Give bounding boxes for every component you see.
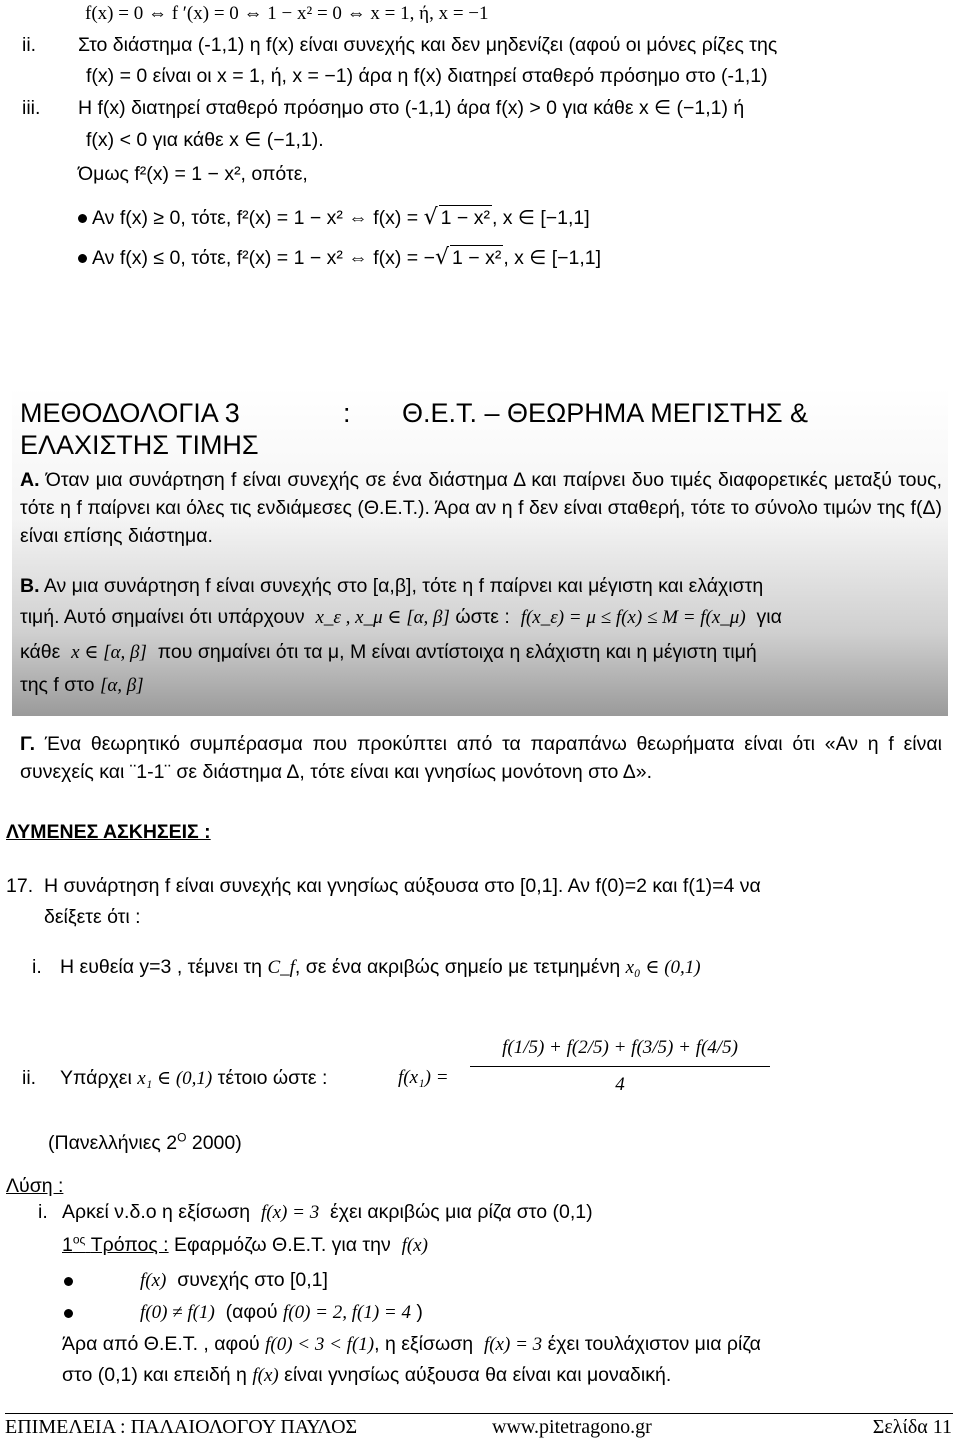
- footer-rule: [5, 1413, 953, 1414]
- question-i-label: i.: [32, 956, 42, 978]
- exercise-source: (Πανελλήνιες $2^O$ 2000): [48, 1130, 242, 1154]
- question-ii-label: ii.: [22, 1067, 37, 1089]
- method-paragraph-g: Γ. Ένα θεωρητικό συμπέρασμα που προκύπτει από τα παραπάνω θεωρήματα είναι ότι «Αν η f είναι συνεχείς και ¨1-1¨ σε διάστημα Δ, τότε είναι και γνησίως μονότονη στο Δ».: [20, 733, 942, 783]
- footer-website: www.pitetragono.gr: [492, 1416, 652, 1438]
- solution-heading: Λύση :: [6, 1175, 64, 1197]
- method-paragraph-b-line3: κάθε x ∈ [α, β] που σημαίνει ότι τα μ, Μ είναι αντίστοιχα η ελάχιστη και η μέγιστη τιμή: [20, 641, 757, 663]
- item-ii-line1: Στο διάστημα (-1,1) η f(x) είναι συνεχής και δεν μηδενίζει (αφού οι μόνες ρίζες της: [78, 34, 778, 56]
- question-i-text: Η ευθεία y=3 , τέμνει τη C_f, σε ένα ακριβώς σημείο με τετμημένη x₀ ∈ (0,1): [60, 956, 701, 978]
- fraction-denominator: 4: [615, 1074, 625, 1095]
- item-iii-line2: f(x) < 0 για κάθε x ∈ (−1,1).: [86, 129, 324, 151]
- equation-line-roots: f(x) = 0 ⇔ f ′(x) = 0 ⇔ 1 − x² = 0 ⇔ x = 1, ή, x = −1: [85, 3, 489, 24]
- exercise-line1: Η συνάρτηση f είναι συνεχής και γνησίως αύξουσα στο [0,1]. Αν f(0)=2 και f(1)=4 να: [44, 875, 761, 897]
- solution-method-line: $1^{o\varsigma}$ Τρόπος : Εφαρμόζω Θ.Ε.Τ. για την f(x): [62, 1232, 428, 1256]
- method-title-colon: :: [343, 398, 351, 428]
- omos-line: Όμως f²(x) = 1 − x², οπότε,: [78, 163, 308, 185]
- method-paragraph-b-line4: της f στο [α, β]: [20, 674, 144, 696]
- method-title-right: Θ.Ε.Τ. – ΘΕΩΡΗΜΑ ΜΕΓΙΣΤΗΣ &: [402, 398, 809, 428]
- item-ii-label: ii.: [22, 34, 37, 56]
- method-paragraph-b-line2: τιμή. Αυτό σημαίνει ότι υπάρχουν x_ε , x_μ ∈ [α, β] ώστε : f(x_ε) = μ ≤ f(x) ≤ M = f(x_μ) για: [20, 606, 782, 628]
- item-iii-line1: Η f(x) διατηρεί σταθερό πρόσημο στο (-1,1) άρα f(x) > 0 για κάθε x ∈ (−1,1) ή: [78, 97, 745, 119]
- method-paragraph-b-line1: Β. Αν μια συνάρτηση f είναι συνεχής στο [α,β], τότε η f παίρνει και μέγιστη και ελάχιστη: [20, 575, 764, 597]
- solution-i-label: i.: [38, 1201, 48, 1223]
- solution-conclusion-line2: στο (0,1) και επειδή η f(x) είναι γνησίως αύξουσα θα είναι και μοναδική.: [62, 1364, 672, 1386]
- exercise-number: 17.: [6, 875, 34, 897]
- solution-bullet-continuity: f(x) συνεχής στο [0,1]: [140, 1269, 328, 1291]
- solution-bullet-values: f(0) ≠ f(1) (αφού f(0) = 2, f(1) = 4 ): [140, 1301, 423, 1323]
- case-negative: Αν f(x) ≤ 0, τότε, f²(x) = 1 − x² ⇔ f(x) = −√ 1 − x² , x ∈ [−1,1]: [92, 245, 602, 270]
- footer-page-number: Σελίδα 11: [872, 1416, 952, 1438]
- bullet-icon: [78, 214, 87, 223]
- bullet-icon: [64, 1277, 73, 1286]
- question-ii-fraction: [470, 1030, 770, 1103]
- method-title-left: ΜΕΘΟΔΟΛΟΓΙΑ 3: [20, 398, 240, 428]
- footer-author: ΕΠΙΜΕΛΕΙΑ : ΠΑΛΑΙΟΛΟΓΟΥ ΠΑΥΛΟΣ: [5, 1416, 358, 1438]
- method-paragraph-a: Α. Όταν μια συνάρτηση f είναι συνεχής σε ένα διάστημα Δ και παίρνει δυο τιμές διαφορετικές μεταξύ τους, τότε η f παίρνει και όλες τις ενδιάμεσες (Θ.Ε.Τ.). Άρα αν η f δεν είναι σταθερή, τότε το σύνολο τιμών της f(Δ) είναι επίσης διάστημα.: [20, 469, 942, 547]
- question-ii-lhs: f(x₁) =: [398, 1067, 449, 1088]
- bullet-icon: [78, 254, 87, 263]
- bullet-icon: [64, 1309, 73, 1318]
- item-iii-label: iii.: [22, 97, 41, 119]
- case-positive: Αν f(x) ≥ 0, τότε, f²(x) = 1 − x² ⇔ f(x) = √ 1 − x² , x ∈ [−1,1]: [92, 205, 590, 230]
- solution-i-text: Αρκεί ν.δ.ο η εξίσωση f(x) = 3 έχει ακριβώς μια ρίζα στο (0,1): [62, 1201, 593, 1223]
- question-ii-text: Υπάρχει x₁ ∈ (0,1) τέτοιο ώστε :: [60, 1067, 328, 1089]
- item-ii-line2: f(x) = 0 είναι οι x = 1, ή, x = −1) άρα η f(x) διατηρεί σταθερό πρόσημο στο (-1,1): [86, 65, 768, 87]
- exercise-line2: δείξετε ότι :: [44, 906, 141, 928]
- solution-conclusion-line1: Άρα από Θ.Ε.Τ. , αφού f(0) < 3 < f(1), η εξίσωση f(x) = 3 έχει τουλάχιστον μια ρίζα: [62, 1333, 761, 1355]
- method-title-line2: ΕΛΑΧΙΣΤΗΣ ΤΙΜΗΣ: [20, 430, 259, 460]
- solved-exercises-heading: ΛΥΜΕΝΕΣ ΑΣΚΗΣΕΙΣ :: [6, 821, 211, 843]
- fraction-numerator: f(1/5) + f(2/5) + f(3/5) + f(4/5): [470, 1030, 770, 1067]
